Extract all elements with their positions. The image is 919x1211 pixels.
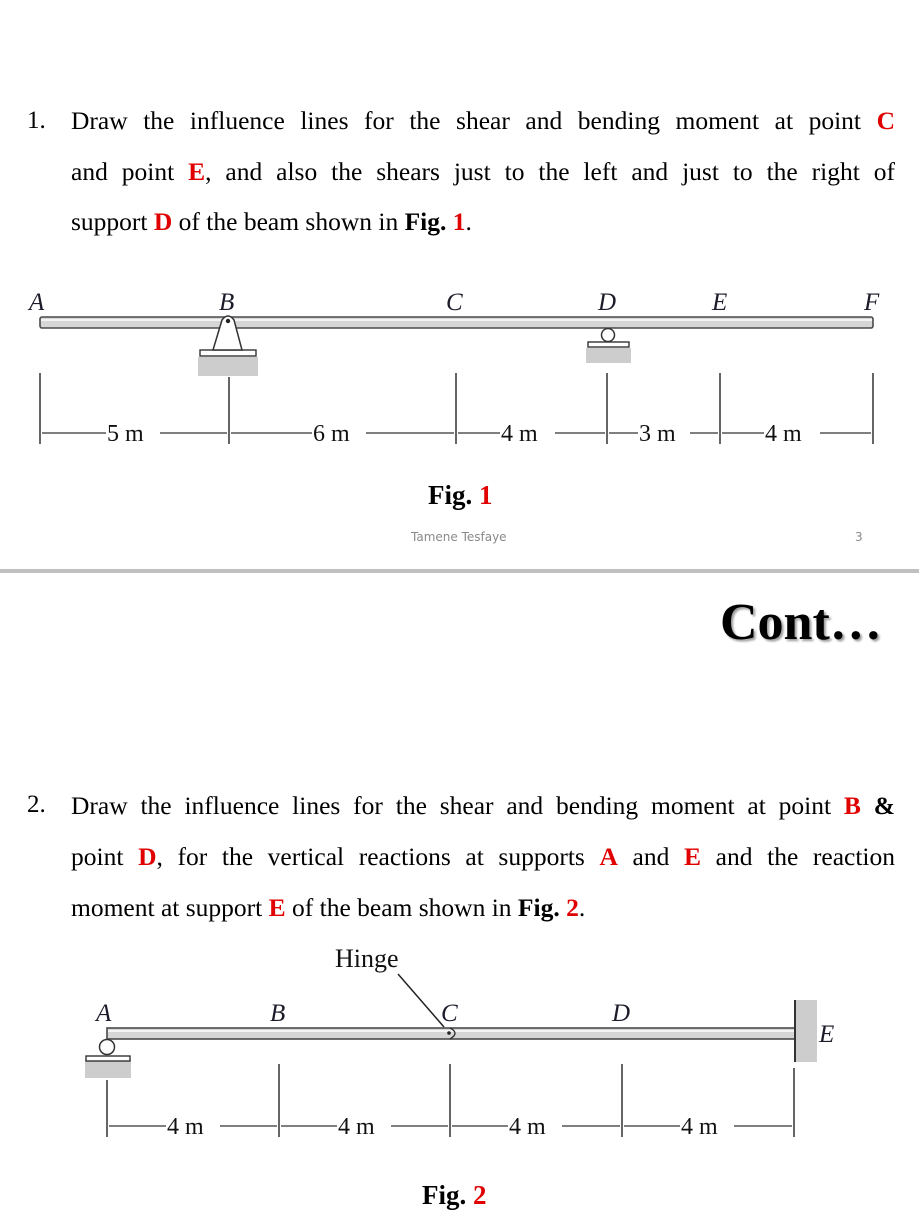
question-2-number: 2. — [27, 791, 46, 818]
dim-cd: 4 m — [509, 1114, 546, 1140]
question-2-line-3: moment at support E of the beam shown in Fig. 2. — [71, 893, 586, 922]
point-label-a: A — [29, 289, 45, 316]
beam-1 — [40, 317, 873, 328]
dim-bc: 4 m — [338, 1114, 375, 1140]
question-1-line-3: support D of the beam shown in Fig. 1. — [71, 207, 472, 236]
question-2-line-1: Draw the influence lines for the shear and bending moment at point B & — [71, 791, 895, 820]
question-1-line-2: and point E, and also the shears just to the left and just to the right of — [71, 157, 895, 186]
dim-de: 3 m — [639, 421, 676, 447]
slide-1 — [0, 0, 919, 569]
point-label-b: B — [270, 1000, 286, 1027]
dim-ab: 5 m — [107, 421, 144, 447]
hinge-label: Hinge — [335, 944, 399, 973]
roller-support-a-icon — [85, 1040, 131, 1079]
point-label-d: D — [598, 289, 617, 316]
point-label-e: E — [819, 1021, 835, 1048]
figure-1-beam-diagram — [0, 280, 919, 450]
figure-2-beam-diagram — [0, 940, 919, 1155]
roller-support-d-icon — [586, 329, 631, 364]
dim-cd: 4 m — [501, 421, 538, 447]
point-label-f: F — [864, 289, 880, 316]
footer-page-number: 3 — [855, 530, 863, 544]
dim-bc: 6 m — [313, 421, 350, 447]
point-label-e: E — [712, 289, 728, 316]
question-1-line-1: Draw the influence lines for the shear and bending moment at point C — [71, 106, 895, 135]
slide-title: Cont… — [720, 594, 882, 651]
fixed-support-e-icon — [795, 1000, 817, 1062]
question-2-line-2: point D, for the vertical reactions at supports A and E and the reaction — [71, 842, 896, 871]
hinge-leader-line — [398, 974, 444, 1027]
point-label-c: C — [441, 1000, 458, 1027]
point-label-b: B — [219, 289, 235, 316]
point-label-a: A — [96, 1000, 112, 1027]
beam-2 — [107, 1028, 795, 1039]
figure-2-caption: Fig. 2 — [422, 1180, 487, 1210]
dim-ab: 4 m — [167, 1114, 204, 1140]
point-label-c: C — [446, 289, 463, 316]
slide-2 — [0, 573, 919, 1210]
point-label-d: D — [612, 1000, 631, 1027]
dim-ef: 4 m — [765, 421, 802, 447]
figure-1-caption: Fig. 1 — [428, 480, 493, 510]
footer-author: Tamene Tesfaye — [411, 530, 507, 544]
question-1-number: 1. — [27, 107, 46, 134]
dim-de: 4 m — [681, 1114, 718, 1140]
